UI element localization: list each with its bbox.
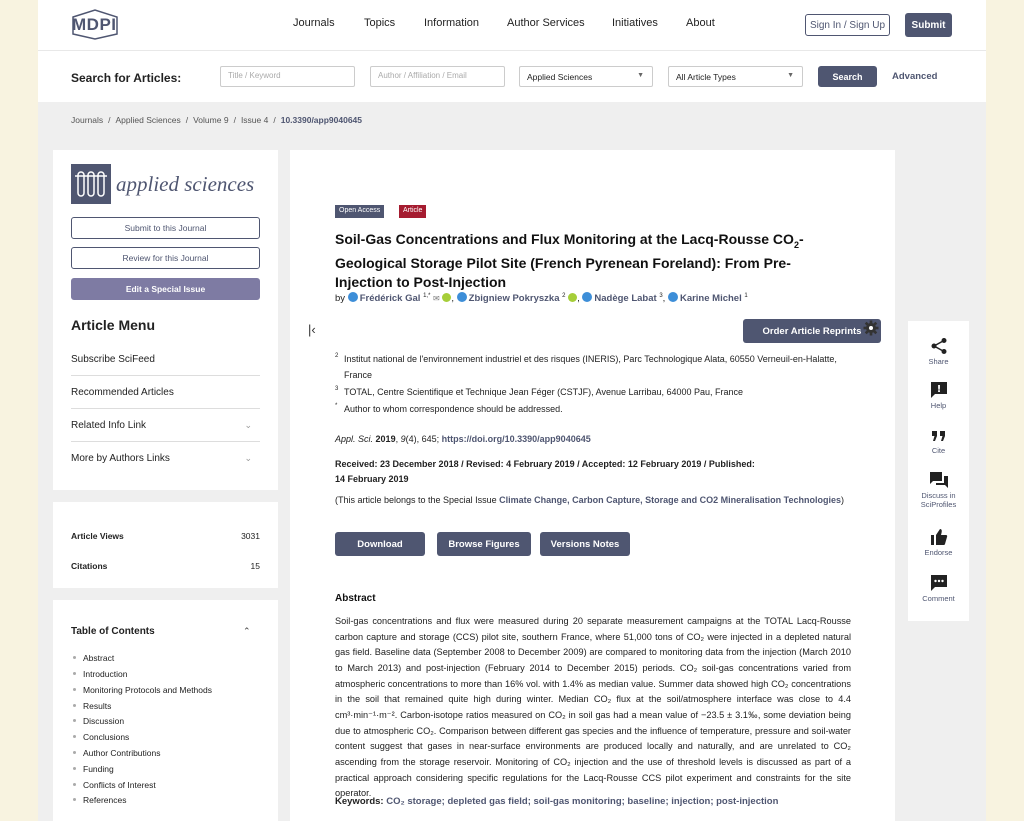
submit-button[interactable]: Submit [905,13,952,37]
journal-logo-icon [71,164,111,204]
toc-item-references[interactable]: References [83,795,127,805]
stat-value: 15 [250,561,260,571]
browse-figures-button[interactable]: Browse Figures [437,532,531,556]
affiliation-text: Author to whom correspondence should be addressed. [344,404,563,414]
author-list: by Frédérick Gal $^{1,*}$ ✉ , Zbigniew Pokryszka $^2$ , Nadège Labat $^3$, Karine Michel $^1$ [335,292,748,304]
nav-topics[interactable]: Topics [364,17,396,29]
orcid-icon[interactable] [568,293,577,302]
toc-item-author-contributions[interactable]: Author Contributions [83,748,161,758]
chevron-down-icon: ⌄ [244,453,252,463]
article-type-badge: Article [399,205,426,218]
open-access-badge: Open Access [335,205,384,218]
discuss-action[interactable] [908,471,969,509]
svg-text:!: ! [936,384,941,395]
cite-year: 2019 [375,434,396,444]
share-label: Share [928,357,949,366]
author-link[interactable]: Frédérick Gal [359,293,421,304]
chevron-down-icon: ▼ [637,72,644,79]
article-metrics-card [53,502,278,588]
help-label: Help [930,401,947,410]
journal-select-value: Applied Sciences [527,72,593,82]
thumbs-up-icon [930,528,948,546]
page [38,0,986,821]
author-affiliation-sup: 1,* [423,292,431,299]
cite-volume: 9 [400,434,406,444]
stat-label: Citations [71,561,108,571]
comment-action[interactable] [908,574,969,603]
share-action[interactable] [908,337,969,366]
stat-label: Article Views [71,531,124,541]
author-link[interactable]: Karine Michel [679,293,742,304]
special-issue-prefix: (This article belongs to the Special Issue [335,495,497,505]
versions-notes-button[interactable]: Versions Notes [540,532,630,556]
menu-item-label: Recommended Articles [71,387,174,398]
article-title-part: - [798,231,804,247]
author-affiliation-sup: 1 [744,292,748,299]
breadcrumb-volume[interactable]: Volume 9 [193,115,229,125]
chevron-up-icon[interactable]: ⌃ [243,626,251,636]
edit-special-issue-button[interactable]: Edit a Special Issue [71,278,260,300]
journal-select[interactable] [519,66,653,87]
title-keyword-input[interactable]: Title / Keyword [220,66,355,87]
advanced-search-link[interactable]: Advanced [892,71,938,82]
table-of-contents-card [53,600,278,821]
discuss-icon [929,471,949,489]
share-icon [930,337,948,355]
author-affiliation-input[interactable]: Author / Affiliation / Email [370,66,505,87]
quote-icon [930,428,948,444]
affiliation-corresponding [335,401,845,417]
cite-rest: (4), 645; [405,434,440,444]
publication-dates: Received: 23 December 2018 / Revised: 4 February 2019 / Accepted: 12 February 2019 / Published: 14 February 2019 [335,459,755,484]
article-views-stat[interactable] [71,531,260,541]
endorse-action[interactable] [908,528,969,557]
search-button[interactable]: Search [818,66,877,87]
search-label: Search for Articles: [71,71,182,85]
toc-item-funding[interactable]: Funding [83,764,114,774]
email-icon[interactable]: ✉ [433,294,440,303]
toc-item-methods[interactable]: Monitoring Protocols and Methods [83,685,212,695]
endorse-label: Endorse [924,548,953,557]
author-link[interactable]: Zbigniew Pokryszka [468,293,560,304]
affiliation-text: Institut national de l'environnement industriel et des risques (INERIS), Parc Technologique Alata, 60550 Verneuil-en-Halatte, France [344,354,837,380]
nav-author-services[interactable]: Author Services [507,17,585,29]
help-action[interactable] [908,381,969,410]
discuss-label: Discuss in SciProfiles [920,491,957,509]
toc-item-conclusions[interactable]: Conclusions [83,732,130,742]
citations-stat[interactable] [71,561,260,571]
toc-title: Table of Contents [71,626,155,637]
gear-icon[interactable] [863,320,879,341]
download-button[interactable]: Download [335,532,425,556]
submit-to-journal-button[interactable]: Submit to this Journal [71,217,260,239]
article-title-part: Soil-Gas Concentrations and Flux Monitoring at the Lacq-Rousse CO [335,231,794,247]
article-title-subscript: 2 [793,239,799,250]
article-actions-bar [908,321,969,621]
chevron-down-icon: ▼ [787,72,794,79]
stat-value: 3031 [241,531,260,541]
citation-line: Appl. Sci. 2019, 9(4), 645; https://doi.org/10.3390/app9040645 [335,434,591,444]
search-bar [38,50,986,102]
toc-item-conflicts[interactable]: Conflicts of Interest [83,780,156,790]
article-title-part: Geological Storage Pilot Site (French Pyrenean Foreland): From Pre-Injection to Post-Injection [335,255,791,290]
collapse-sidebar-icon[interactable]: |‹ [308,322,316,337]
journal-sidebar-card [53,150,278,490]
keywords [335,796,778,807]
help-icon [930,381,948,399]
breadcrumb-applied-sciences[interactable]: Applied Sciences [115,115,181,125]
special-issue-link[interactable]: Climate Change, Carbon Capture, Storage and CO2 Mineralisation Technologies [499,495,841,505]
journal-name: applied sciences [116,171,255,196]
mdpi-logo[interactable] [70,8,120,40]
article-menu-title: Article Menu [71,317,156,333]
affiliation-sup: 2 [335,353,339,359]
affiliation-text: TOTAL, Centre Scientifique et Technique Jean Féger (CSTJF), Avenue Larribau, 64000 Pau, France [344,387,744,397]
orcid-icon[interactable] [442,293,451,302]
sign-in-button[interactable]: Sign In / Sign Up [805,14,890,36]
breadcrumb-journals[interactable]: Journals [71,115,104,125]
cite-action[interactable] [908,428,969,455]
review-for-journal-button[interactable]: Review for this Journal [71,247,260,269]
toc-item-abstract[interactable]: Abstract [83,653,115,663]
doi-link[interactable]: https://doi.org/10.3390/app9040645 [441,434,591,444]
article-card [290,150,895,821]
affiliation-3 [335,384,845,400]
by-label: by [335,293,346,304]
top-navbar [38,0,986,50]
article-type-select-value: All Article Types [676,72,736,82]
keywords-label: Keywords: [335,796,384,807]
author-avatar-icon [348,292,358,302]
keywords-list[interactable]: CO₂ storage; depleted gas field; soil-gas monitoring; baseline; injection; post-injection [386,796,779,807]
article-title [335,230,845,291]
menu-related-info-link[interactable] [71,409,260,442]
comment-label: Comment [922,594,955,603]
author-avatar-icon [582,292,592,302]
menu-item-label: Related Info Link [71,420,147,431]
affiliation-2 [335,351,845,383]
toc-item-results[interactable]: Results [83,701,112,711]
affiliation-sup: * [335,403,338,409]
order-reprints-button[interactable]: Order Article Reprints [743,319,881,343]
nav-initiatives[interactable]: Initiatives [612,17,658,29]
abstract-text: Soil-gas concentrations and flux were measured during 20 separate measurement campaigns at the TOTAL Lacq-Rousse carbon capture and storage (CCS) pilot site, southern France, where 51,000 tons of CO₂ were injected in a depleted natural gas field. Baseline data (September 2008 to December 2009) are compared to monitoring data from the injection (March 2010 to March 2013) and post-injection (February 2014 to December 2015) periods. CO₂ soil-gas concentrations varied from atmospheric concentrations to more than 16% vol. with 1.4% as median value. Summer data showed high CO₂ concentrations in the soil that remained quite high during winter. Median CO₂ flux at the soil/atmosphere interface was close to 4.4 cm³·min⁻¹·m⁻². Carbon-isotope ratios measured on CO₂ in soil gas had a mean value of −23.5 ± 3.1‰, some deviation being due to atmospheric CO₂. Comparison between different gas species and the influence of temperature, pressure and soil-water content suggest that gases in near-surface environments are produced locally and naturally, and are unrelated to CO₂ ascending from the storage reservoir. Monitoring of CO₂ injection and the use of threshold levels is discussed as part of a practical approach considering specific regulations for the Lacq-Rousse CCS pilot experiment and constraints for the site operator. [335,616,851,799]
special-issue-note [335,493,865,508]
breadcrumb-issue[interactable]: Issue 4 [240,115,269,125]
abstract-heading: Abstract [335,593,376,604]
journal-logo[interactable] [71,164,254,204]
menu-subscribe-scifeed[interactable] [71,343,260,376]
menu-item-label: More by Authors Links [71,453,170,464]
chevron-down-icon: ⌄ [244,420,252,430]
author-avatar-icon [457,292,467,302]
author-avatar-icon [668,292,678,302]
author-affiliation-sup: 2 [562,292,566,299]
breadcrumb-doi[interactable]: 10.3390/app9040645 [280,115,363,125]
cite-journal: Appl. Sci. [335,434,374,444]
menu-item-label: Subscribe SciFeed [71,354,155,365]
menu-more-by-authors[interactable] [71,442,260,475]
nav-information[interactable]: Information [424,17,480,29]
toc-item-discussion[interactable]: Discussion [83,716,125,726]
article-type-select[interactable] [668,66,803,87]
comment-icon [930,574,948,592]
author-link[interactable]: Nadège Labat [594,293,657,304]
breadcrumb: Journals / Applied Sciences / Volume 9 / Issue 4 / 10.3390/app9040645 [71,115,363,125]
special-issue-suffix: ) [841,495,844,505]
author-affiliation-sup: 3 [659,292,663,299]
nav-about[interactable]: About [686,17,715,29]
toc-item-introduction[interactable]: Introduction [83,669,128,679]
nav-journals[interactable]: Journals [293,17,335,29]
cite-label: Cite [931,446,946,455]
mdpi-logo-text: MDPI [72,15,117,34]
affiliation-sup: 3 [335,386,339,392]
menu-recommended-articles[interactable] [71,376,260,409]
